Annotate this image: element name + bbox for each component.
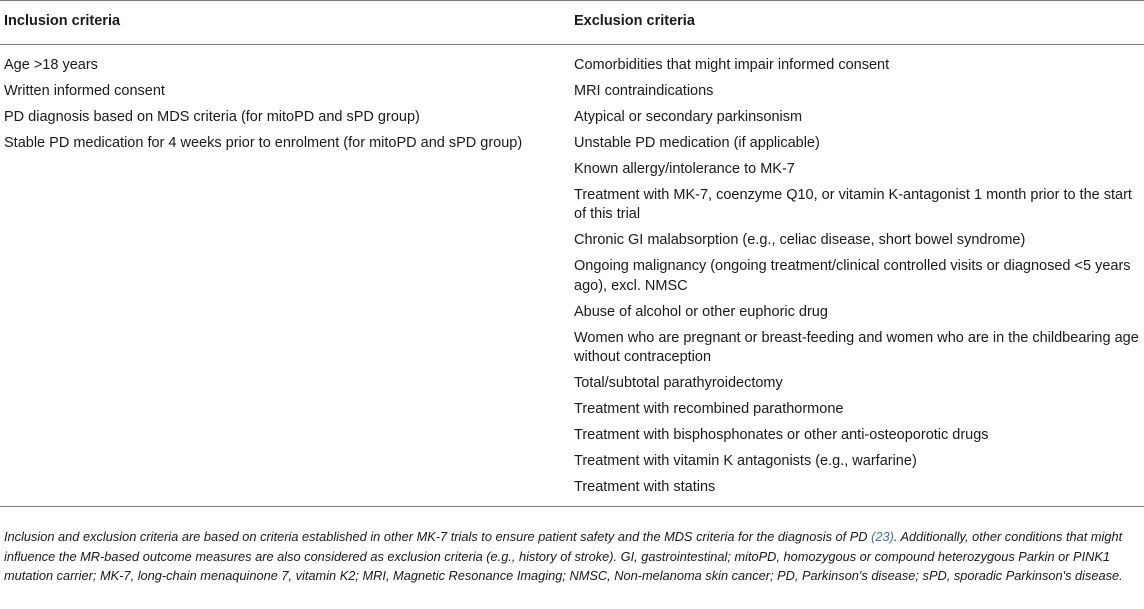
exclusion-item: Treatment with statins [574,479,716,495]
table-footnote [4,527,1140,586]
footnote-text-before-ref: Inclusion and exclusion criteria are based on criteria established in other MK-7 trials to ensure patient safety and the MDS criteria for the diagnosis of PD [4,529,872,544]
citation-link[interactable]: (23) [871,529,894,544]
exclusion-item: Comorbidities that might impair informed consent [574,56,890,73]
exclusion-item: Unstable PD medication (if applicable) [574,134,820,151]
inclusion-header: Inclusion criteria [0,1,570,45]
spacer-row [0,44,1144,53]
exclusion-item: MRI contraindications [574,82,714,99]
exclusion-header: Exclusion criteria [570,1,1144,45]
exclusion-item: Abuse of alcohol or other euphoric drug [574,303,828,320]
table-bottom-rule [0,501,1144,507]
exclusion-item: Treatment with MK-7, coenzyme Q10, or vitamin K-antagonist 1 month prior to the start of this trial [574,186,1132,222]
inclusion-item: Written informed consent [4,82,165,99]
inclusion-column [0,53,570,502]
exclusion-item: Treatment with recombined parathormone [574,401,844,417]
inclusion-item: Stable PD medication for 4 weeks prior to enrolment (for mitoPD and sPD group) [4,134,523,151]
footnote-text-after-ref: . Additionally, other conditions that might influence the MR-based outcome measures are also considered as exclusion criteria (e.g., history of stroke). GI, gastrointestinal; mitoPD, homozygous or compound heterozygous Parkin or PINK1 mutation carrier; MK-7, long-chain menaquinone 7, vitamin K2; MRI, Magnetic Resonance Imaging; NMSC, Non-melanoma skin cancer; PD, Parkinson's disease; sPD, sporadic Parkinson's disease. [4,529,1123,583]
inclusion-item: Age >18 years [4,56,98,73]
exclusion-item: Women who are pregnant or breast-feeding and women who are in the childbearing age without contraception [574,329,1139,365]
exclusion-item: Chronic GI malabsorption (e.g., celiac disease, short bowel syndrome) [574,232,1026,248]
exclusion-item: Atypical or secondary parkinsonism [574,108,803,125]
exclusion-item: Treatment with bisphosphonates or other anti-osteoporotic drugs [574,427,989,443]
exclusion-item: Ongoing malignancy (ongoing treatment/clinical controlled visits or diagnosed <5 years ago), excl. NMSC [574,258,1131,294]
header-row [0,1,1144,45]
exclusion-item: Treatment with vitamin K antagonists (e.g., warfarine) [574,453,917,469]
criteria-body-row [0,53,1144,502]
exclusion-item: Known allergy/intolerance to MK-7 [574,160,795,177]
inclusion-item: PD diagnosis based on MDS criteria (for mitoPD and sPD group) [4,108,420,125]
exclusion-column [570,53,1144,502]
exclusion-item: Total/subtotal parathyroidectomy [574,375,783,391]
